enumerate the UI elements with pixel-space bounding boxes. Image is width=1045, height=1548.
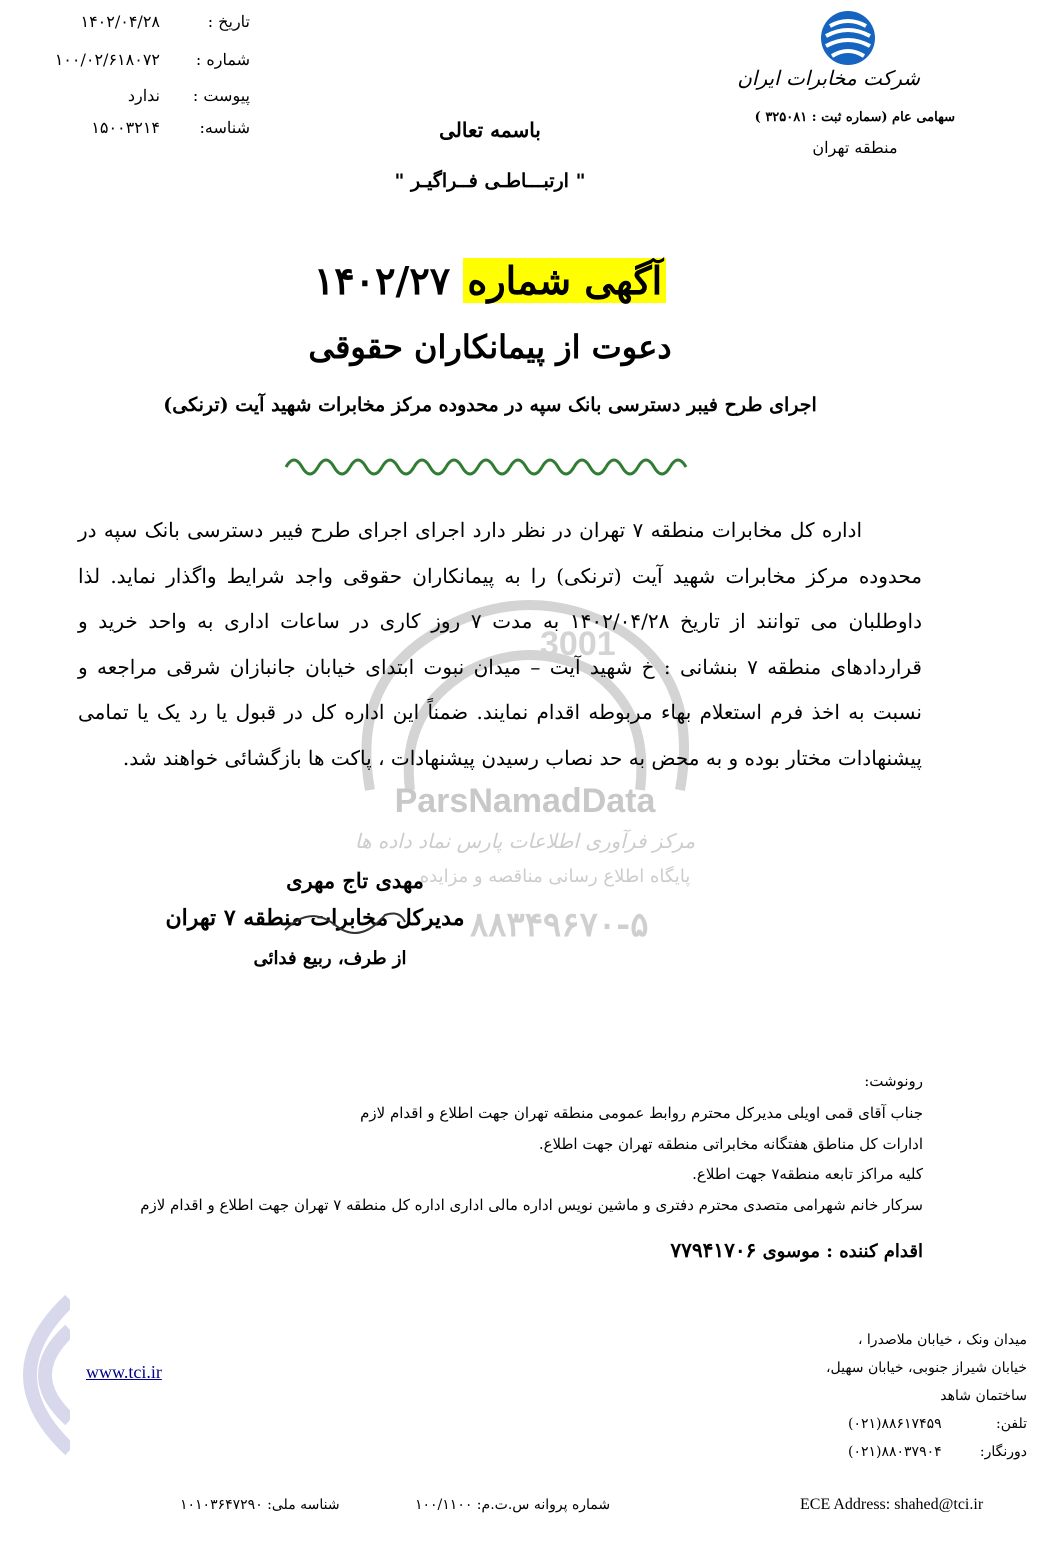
number-row (20, 50, 250, 76)
action-label: اقدام کننده : (826, 1241, 923, 1262)
date-label: تاریخ : (207, 12, 250, 31)
attachment-row (20, 86, 250, 112)
watermark-number: 3001 (540, 625, 616, 663)
company-share-info: سهامی عام (سماره ثبت : ۳۲۵۰۸۱ ) (754, 110, 955, 125)
attachment-label: پیوست : (192, 86, 250, 105)
tci-logo-icon (800, 6, 930, 116)
signer-name: مهدی تاج مهری (286, 868, 424, 893)
license-number: شماره پروانه س.ت.م: ۱۰۰/۱۱۰۰ (415, 1497, 611, 1513)
notice-subtitle: اجرای طرح فیبر دسترسی بانک سپه در محدوده مرکز مخابرات شهید آیت (ترنکی) (163, 394, 817, 416)
cc-heading: رونوشت: (864, 1072, 923, 1090)
date-row (20, 12, 250, 38)
signer-on-behalf: از طرف، ربیع فدائی (253, 948, 407, 969)
ornament-icon (280, 450, 700, 484)
company-region: منطقه تهران (812, 138, 898, 157)
watermark-line2: پایگاه اطلاع رسانی مناقصه و مزایده (419, 866, 691, 887)
cc-item: کلیه مراکز تابعه منطقه۷ جهت اطلاع. (692, 1165, 923, 1183)
cc-item: سرکار خانم شهرامی متصدی محترم دفتری و ماشین نویس اداره مالی اداری اداره کل منطقه ۷ تهران جهت اطلاع و اقدام لازم (140, 1195, 923, 1214)
footer-arc-icon (0, 1290, 70, 1460)
ornament-divider (280, 450, 700, 484)
number-label: شماره : (195, 50, 250, 69)
company-logo-text: شرکت مخابرات ایران (737, 66, 920, 90)
cc-item: ادارات کل مناطق هفتگانه مخابراتی منطقه تهران جهت اطلاع. (538, 1134, 923, 1153)
address-line-1: میدان ونک ، خیابان ملاصدرا ، (857, 1332, 1027, 1348)
address-line-3: ساختمان شاهد (940, 1388, 1027, 1404)
signature-scribble-icon (280, 900, 410, 940)
action-by (670, 1238, 923, 1262)
ece-address[interactable]: ECE Address: shahed@tci.ir (800, 1496, 984, 1513)
watermark-brand: ParsNamadData (394, 782, 656, 820)
id-label: شناسه: (199, 118, 250, 137)
tel-value: (۰۲۱)۸۸۶۱۷۴۵۹ (848, 1416, 942, 1432)
id-value: ۱۵۰۰۳۲۱۴ (91, 118, 160, 137)
notice-body: اداره کل مخابرات منطقه ۷ تهران در نظر دارد اجرای اجرای طرح فیبر دسترسی بانک سپه در محدوده مرکز مخابرات شهید آیت (ترنکی) را به پیمانکاران حقوقی واجد شرایط واگذار نماید. لذا داوطلبان می توانند از تاریخ ۱۴۰۲/۰۴/۲۸ به مدت ۷ روز کاری در ساعات اداری به واحد خرید و قراردادهای منطقه ۷ بنشانی : خ شهید آیت – میدان نبوت ابتدای خیابان جانبازان شرقی مراجعه و نسبت به اخذ فرم استعلام بهاء مربوطه اقدام نمایند. ضمناً این اداره کل در قبول یا رد یک یا تمامی پیشنهادات مختار بوده و به محض به حد نصاب رسیدن پیشنهادات ، پاکت ها بازگشائی خواهند شد. (78, 518, 922, 770)
cc-list (103, 1098, 923, 1220)
slogan: " ارتبـــاطـی فــراگیـر " (394, 170, 586, 192)
cc-item: جناب آقای قمی اویلی مدیرکل محترم روابط عمومی منطقه تهران جهت اطلاع و اقدام لازم (360, 1104, 923, 1122)
notice-title-highlight: آگهی شماره (463, 258, 666, 303)
watermark-line1: مرکز فرآوری اطلاعات پارس نماد داده ها (354, 829, 696, 853)
national-id: شناسه ملی: ۱۰۱۰۳۶۴۷۲۹۰ (180, 1497, 340, 1513)
date-value: ۱۴۰۲/۰۴/۲۸ (80, 12, 160, 31)
fax-value: (۰۲۱)۸۸۰۳۷۹۰۴ (848, 1444, 942, 1460)
number-value: ۱۰۰/۰۲/۶۱۸۰۷۲ (54, 50, 160, 69)
watermark-phone: ۸۸۳۴۹۶۷۰-۵ (470, 905, 649, 945)
signer-title: مدیرکل مخابرات منطقه ۷ تهران (165, 905, 465, 931)
attachment-value: ندارد (127, 86, 160, 105)
id-row (20, 118, 250, 144)
footer-logo (0, 1290, 70, 1460)
company-logo (737, 6, 930, 116)
website-link[interactable]: www.tci.ir (86, 1362, 162, 1382)
notice-title (230, 258, 750, 303)
action-person: موسوی (762, 1241, 821, 1262)
fax-label: دورنگار: (979, 1444, 1027, 1460)
tel-label: تلفن: (996, 1416, 1027, 1432)
bismillah-heading: باسمه تعالی (439, 118, 541, 142)
action-phone: ۷۷۹۴۱۷۰۶ (670, 1238, 757, 1262)
address-line-2: خیابان شیراز جنوبی، خیابان سهیل، (825, 1360, 1027, 1376)
notice-subject: دعوت از پیمانکاران حقوقی (308, 328, 672, 366)
notice-number: ۱۴۰۲/۲۷ (313, 258, 451, 303)
